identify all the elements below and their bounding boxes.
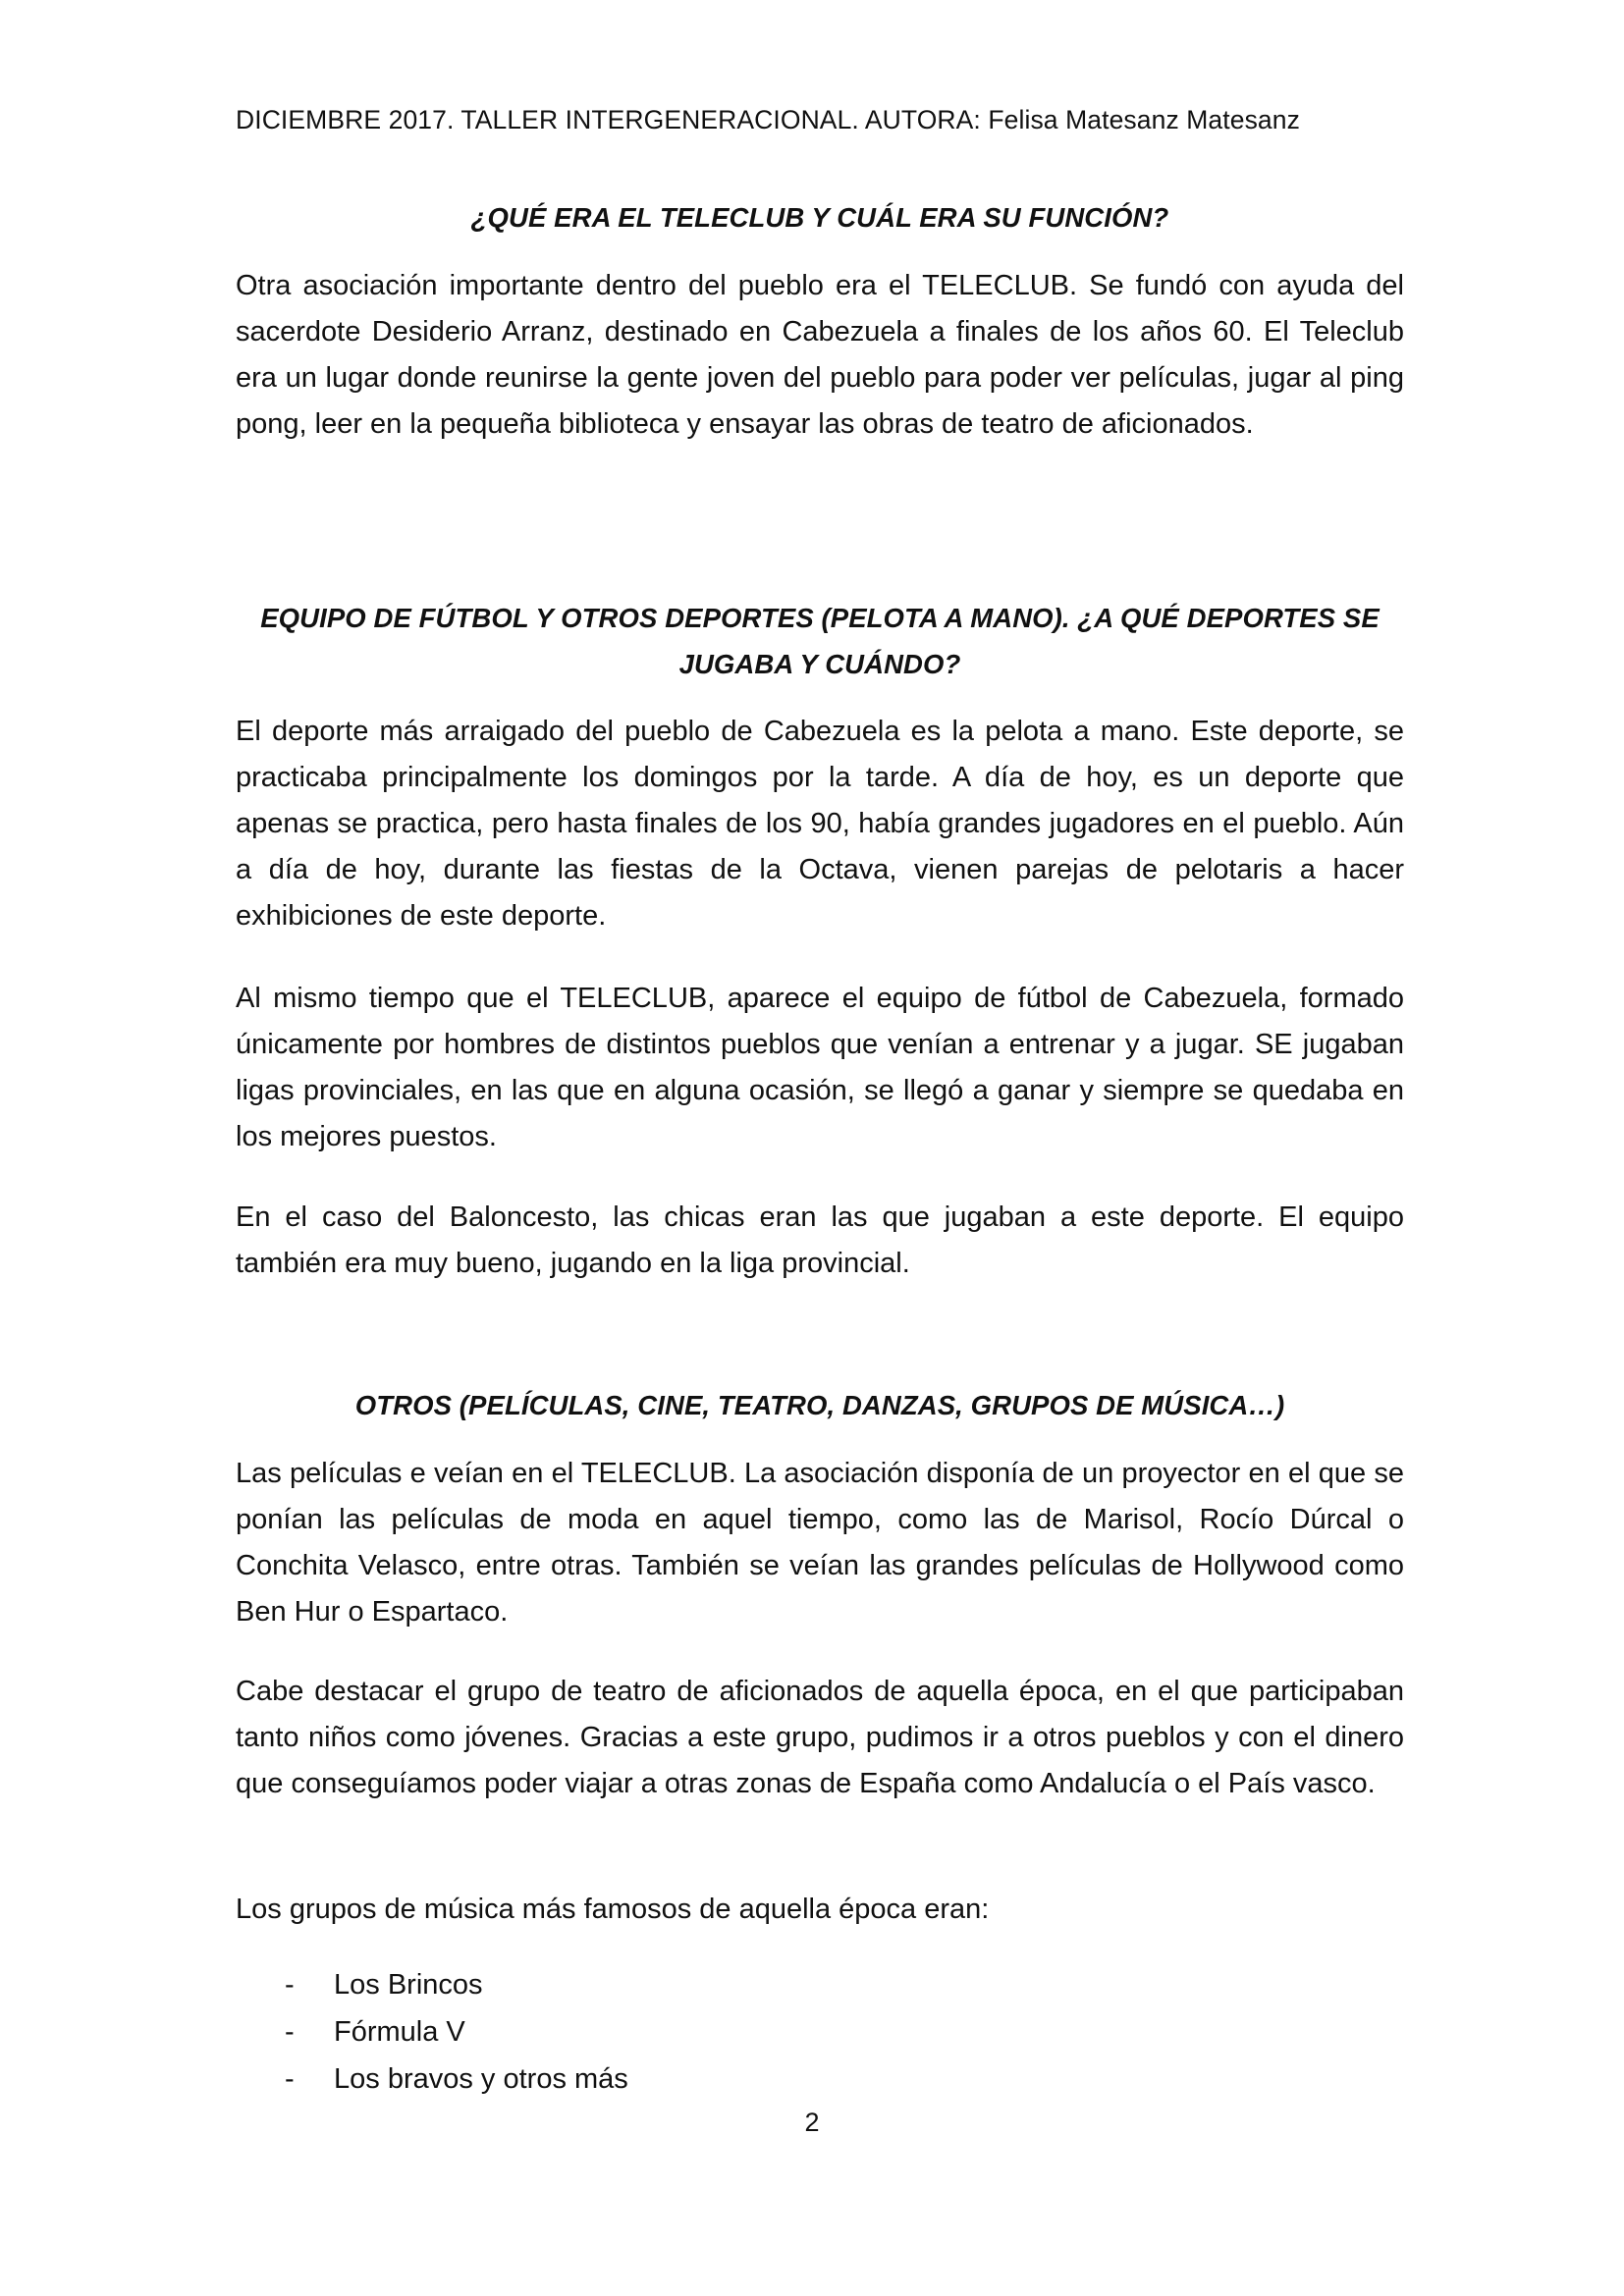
section-heading-deportes-line1: EQUIPO DE FÚTBOL Y OTROS DEPORTES (PELOTA A MANO). ¿A QUÉ DEPORTES SE: [260, 603, 1380, 633]
page-header: DICIEMBRE 2017. TALLER INTERGENERACIONAL. AUTORA: Felisa Matesanz Matesanz: [236, 105, 1300, 134]
list-item: [236, 2056, 628, 2103]
paragraph-pelota-a-mano: El deporte más arraigado del pueblo de Cabezuela es la pelota a mano. Este deporte, se practicaba principalmente los domingos por la tarde. A día de hoy, es un deporte que apenas se practica, pero hasta finales de los 90, había grandes jugadores en el pueblo. Aún a día de hoy, durante las fiestas de la Octava, vienen parejas de pelotaris a hacer exhibiciones de este deporte.: [236, 716, 1404, 932]
list-item: [236, 2008, 628, 2056]
section-heading-deportes-line2: JUGABA Y CUÁNDO?: [678, 649, 961, 679]
section-heading-otros: OTROS (PELÍCULAS, CINE, TEATRO, DANZAS, GRUPOS DE MÚSICA…): [354, 1390, 1285, 1420]
list-item-text: Los Brincos: [334, 1969, 483, 2001]
list-dash: -: [285, 1969, 295, 2001]
section-heading-deportes: [236, 595, 1404, 687]
page-number: 2: [804, 2108, 820, 2137]
paragraph-teleclub: Otra asociación importante dentro del pueblo era el TELECLUB. Se fundó con ayuda del sacerdote Desiderio Arranz, destinado en Cabezuela a finales de los años 60. El Teleclub era un lugar donde reunirse la gente joven del pueblo para poder ver películas, jugar al ping pong, leer en la pequeña biblioteca y ensayar las obras de teatro de aficionados.: [236, 270, 1404, 440]
list-item-text: Fórmula V: [334, 2016, 465, 2048]
list-item-text: Los bravos y otros más: [334, 2063, 628, 2095]
paragraph-grupos-musica: Los grupos de música más famosos de aquella época eran:: [236, 1894, 990, 1925]
list-dash: -: [285, 2063, 295, 2095]
list-dash: -: [285, 2016, 295, 2048]
list-item: [236, 1961, 628, 2008]
paragraph-peliculas: Las películas e veían en el TELECLUB. La asociación disponía de un proyector en el que se ponían las películas de moda en aquel tiempo, como las de Marisol, Rocío Dúrcal o Conchita Velasco, entre otras. También se veían las grandes películas de Hollywood como Ben Hur o Espartaco.: [236, 1458, 1404, 1628]
paragraph-baloncesto: En el caso del Baloncesto, las chicas eran las que jugaban a este deporte. El equipo también era muy bueno, jugando en la liga provincial.: [236, 1201, 1404, 1279]
paragraph-teatro: Cabe destacar el grupo de teatro de aficionados de aquella época, en el que participaban tanto niños como jóvenes. Gracias a este grupo, pudimos ir a otros pueblos y con el dinero que conseguíamos poder viajar a otras zonas de España como Andalucía o el País vasco.: [236, 1676, 1404, 1799]
section-heading-teleclub: ¿QUÉ ERA EL TELECLUB Y CUÁL ERA SU FUNCIÓN?: [470, 202, 1169, 233]
paragraph-futbol: Al mismo tiempo que el TELECLUB, aparece el equipo de fútbol de Cabezuela, formado únicamente por hombres de distintos pueblos que venían a entrenar y a jugar. SE jugaban ligas provinciales, en las que en alguna ocasión, se llegó a ganar y siempre se quedaba en los mejores puestos.: [236, 983, 1404, 1152]
music-groups-list: [236, 1961, 628, 2103]
